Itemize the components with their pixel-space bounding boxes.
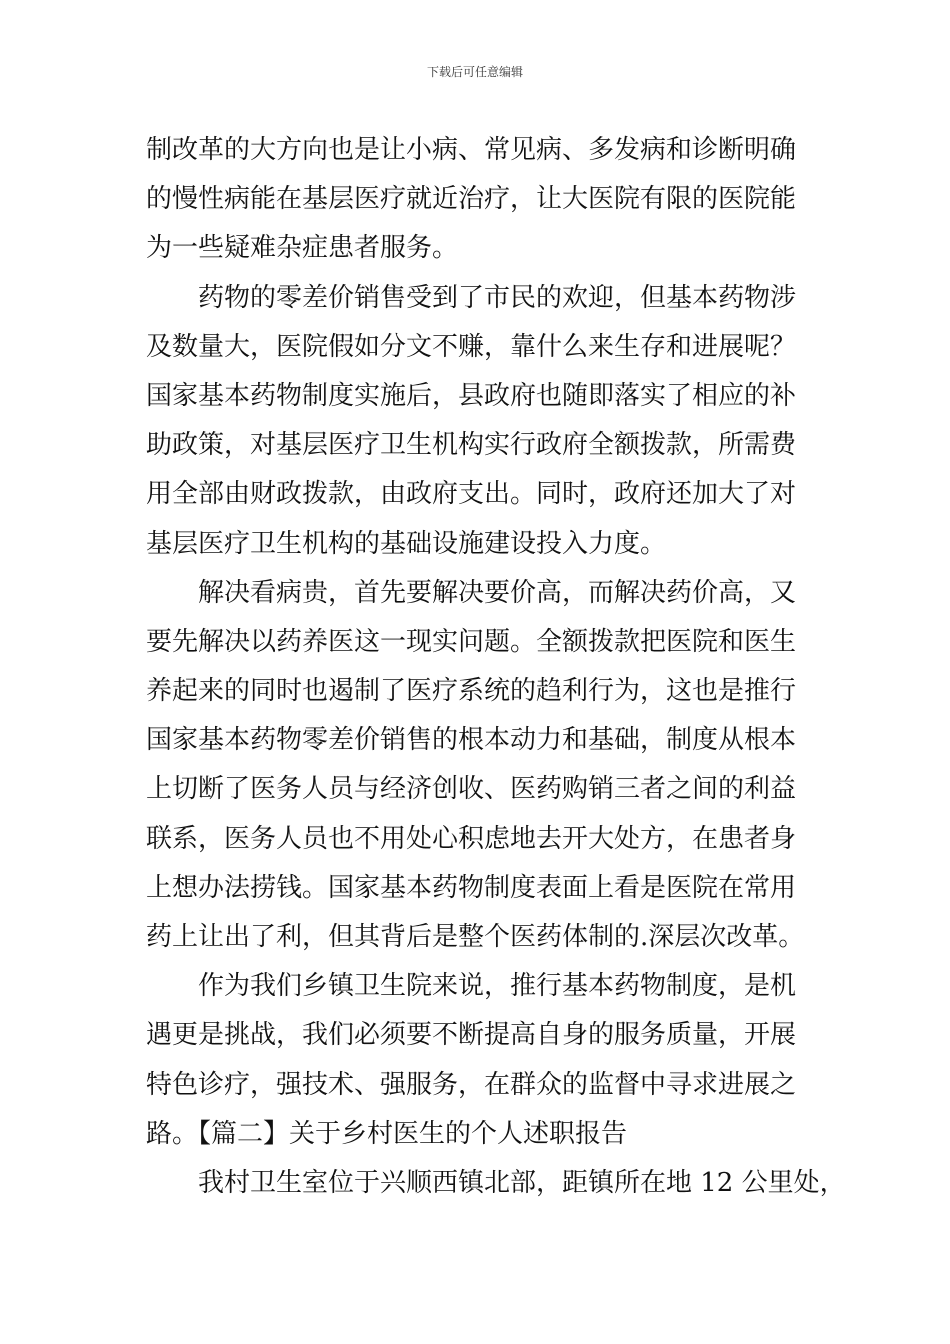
text-line: 作为我们乡镇卫生院来说，推行基本药物制度，是机 [198, 971, 797, 1002]
text-line: 遇更是挑战，我们必须要不断提高自身的服务质量，开展 [146, 1020, 797, 1051]
text-line: 药物的零差价销售受到了市民的欢迎，但基本药物涉 [198, 282, 797, 313]
text-line: 基层医疗卫生机构的基础设施建设投入力度。 [146, 528, 667, 559]
text-line: 助政策，对基层医疗卫生机构实行政府全额拨款，所需费 [146, 430, 797, 461]
text-line: 特色诊疗，强技术、强服务，在群众的监督中寻求进展之 [146, 1069, 797, 1100]
page-header-note: 下载后可任意编辑 [426, 65, 523, 79]
text-line: 及数量大，医院假如分文不赚，靠什么来生存和进展呢？ [146, 331, 797, 362]
text-line: 联系，医务人员也不用处心积虑地去开大处方，在患者身 [146, 823, 797, 854]
text-line: 药上让出了利，但其背后是整个医药体制的.深层次改革。 [146, 922, 805, 952]
text-line: 路。【篇二】关于乡村医生的个人述职报告 [146, 1118, 628, 1149]
text-line: 上想办法捞钱。国家基本药物制度表面上看是医院在常用 [146, 872, 797, 903]
text-line: 制改革的大方向也是让小病、常见病、多发病和诊断明确 [146, 135, 797, 165]
text-line: 要先解决以药养医这一现实问题。全额拨款把医院和医生 [146, 626, 797, 657]
text-line: 国家基本药物制度实施后，县政府也随即落实了相应的补 [146, 380, 797, 411]
text-line: 我村卫生室位于兴顺西镇北部，距镇所在地 12 公里处， [198, 1167, 846, 1198]
text-line: 的慢性病能在基层医疗就近治疗，让大医院有限的医院能 [146, 184, 797, 215]
text-line: 解决看病贵，首先要解决要价高，而解决药价高，又 [198, 577, 797, 608]
document-body [146, 126, 846, 1208]
text-line: 国家基本药物零差价销售的根本动力和基础，制度从根本 [146, 725, 797, 756]
text-line: 用全部由财政拨款，由政府支出。同时，政府还加大了对 [146, 479, 797, 510]
text-line: 养起来的同时也遏制了医疗系统的趋利行为，这也是推行 [146, 676, 797, 707]
text-line: 上切断了医务人员与经济创收、医药购销三者之间的利益 [146, 774, 797, 805]
text-line: 为一些疑难杂症患者服务。 [146, 233, 459, 264]
